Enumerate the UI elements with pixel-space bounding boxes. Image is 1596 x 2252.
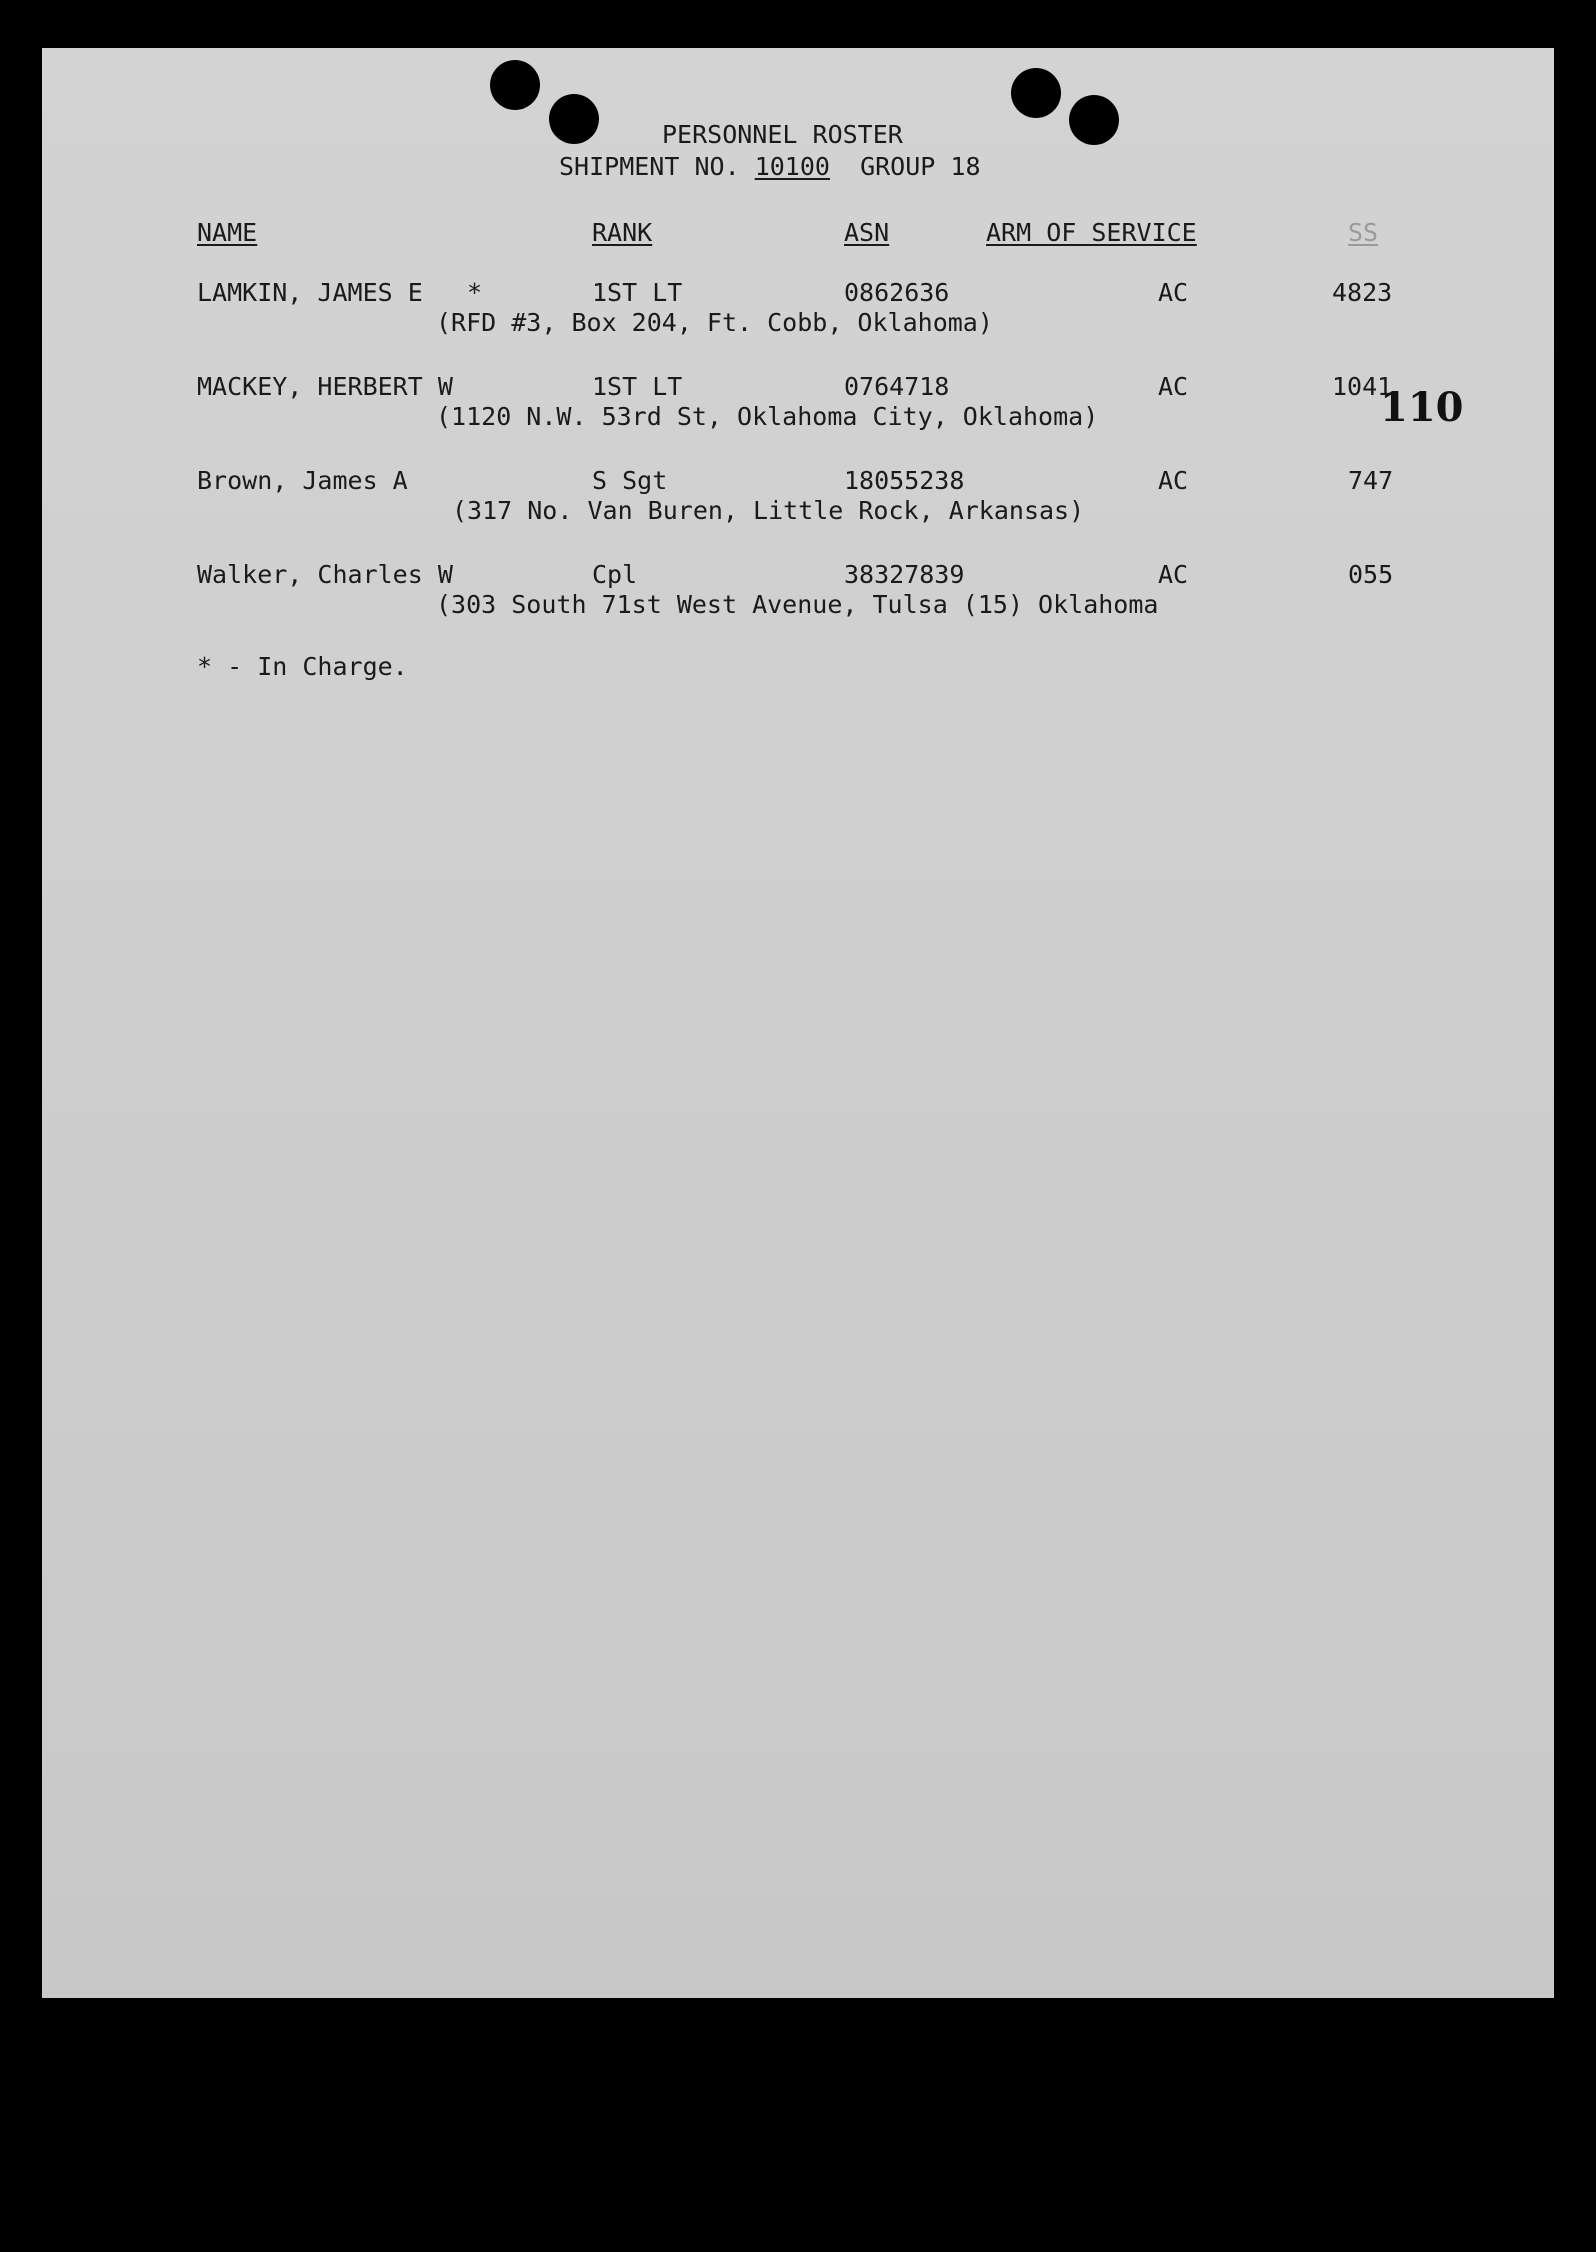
- column-header-name: NAME: [197, 218, 258, 247]
- punch-hole-2: [549, 94, 599, 144]
- row-2-asn: 0764718: [844, 372, 950, 401]
- row-3-address: (317 No. Van Buren, Little Rock, Arkansas): [452, 496, 1085, 525]
- row-1-address: (RFD #3, Box 204, Ft. Cobb, Oklahoma): [436, 308, 993, 337]
- row-4-name: Walker, Charles W: [197, 560, 453, 589]
- roster-title: PERSONNEL ROSTER: [662, 120, 903, 149]
- punch-hole-3: [1011, 68, 1061, 118]
- row-1-asn: 0862636: [844, 278, 950, 307]
- row-4-last: 055: [1348, 560, 1394, 589]
- group-label: GROUP: [860, 152, 936, 181]
- row-3-asn: 18055238: [844, 466, 965, 495]
- row-3-rank: S Sgt: [592, 466, 668, 495]
- roster-page: [42, 48, 1554, 1998]
- row-1-last: 4823: [1332, 278, 1393, 307]
- shipment-label: SHIPMENT NO.: [559, 152, 740, 181]
- row-1-arm: AC: [1158, 278, 1189, 307]
- row-3-last: 747: [1348, 466, 1394, 495]
- row-2-name: MACKEY, HERBERT W: [197, 372, 453, 401]
- row-2-rank: 1ST LT: [592, 372, 683, 401]
- in-charge-footnote: * - In Charge.: [197, 652, 408, 681]
- row-2-last: 1041: [1332, 372, 1393, 401]
- column-header-rank: RANK: [592, 218, 653, 247]
- shipment-line: [559, 152, 981, 182]
- column-header-asn: ASN: [844, 218, 890, 247]
- shipment-number: 10100: [754, 152, 830, 181]
- punch-hole-1: [490, 60, 540, 110]
- group-number: 18: [950, 152, 981, 181]
- punch-hole-4: [1069, 95, 1119, 145]
- row-1-in-charge-marker: *: [467, 278, 483, 307]
- row-4-asn: 38327839: [844, 560, 965, 589]
- column-header-last: SS: [1348, 218, 1379, 247]
- handwritten-page-number: 110: [1380, 384, 1464, 431]
- row-4-arm: AC: [1158, 560, 1189, 589]
- column-header-arm-of-service: ARM OF SERVICE: [986, 218, 1197, 247]
- row-2-arm: AC: [1158, 372, 1189, 401]
- row-1-name: LAMKIN, JAMES E: [197, 278, 423, 307]
- row-1-rank: 1ST LT: [592, 278, 683, 307]
- row-3-name: Brown, James A: [197, 466, 408, 495]
- row-4-rank: Cpl: [592, 560, 638, 589]
- row-4-address: (303 South 71st West Avenue, Tulsa (15) Oklahoma: [436, 590, 1159, 619]
- row-3-arm: AC: [1158, 466, 1189, 495]
- row-2-address: (1120 N.W. 53rd St, Oklahoma City, Oklahoma): [436, 402, 1099, 431]
